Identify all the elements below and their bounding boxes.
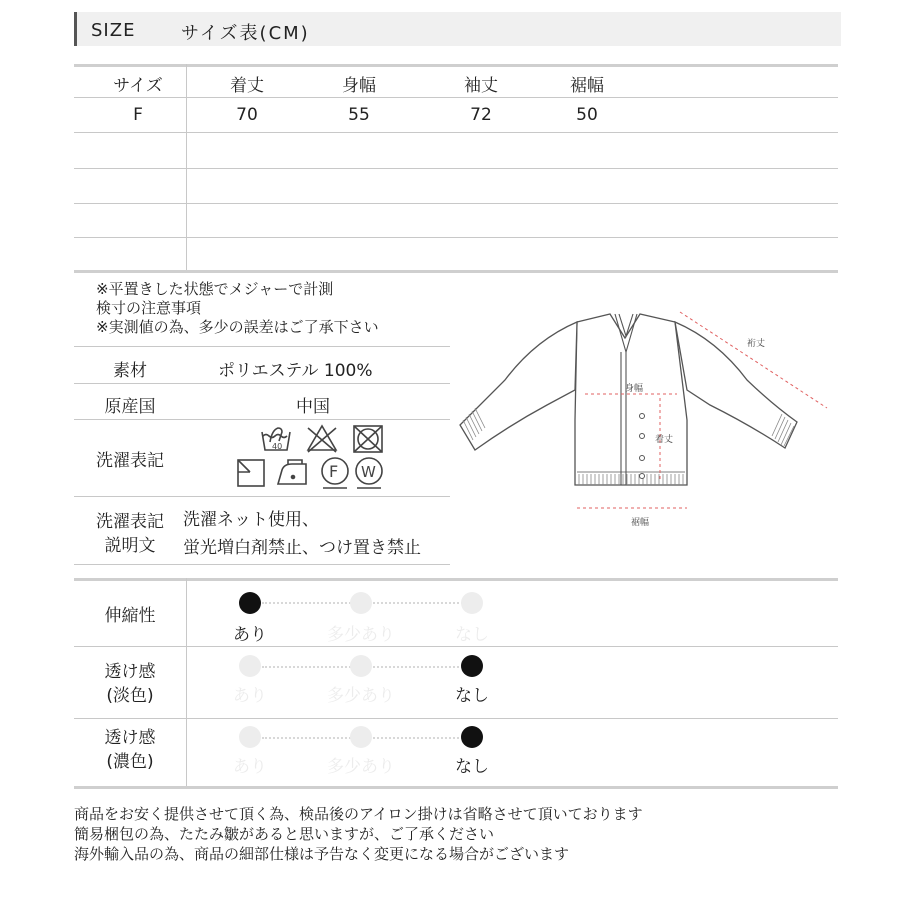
property-label-line: (淡色)	[106, 686, 154, 706]
sheer-dark-option-some-label: 多少あり	[327, 757, 395, 777]
size-chart-header	[74, 12, 841, 46]
table-cell-hem: 50	[576, 105, 598, 125]
size-heading: SIZE	[91, 20, 136, 41]
cardigan-body	[575, 314, 687, 485]
care-icons-row-2	[236, 456, 416, 490]
hem-label: 裾幅	[631, 518, 650, 528]
column-header-chest: 身幅	[342, 76, 376, 96]
sheer-dark-option-none-label: なし	[455, 757, 489, 777]
material-label: 素材	[113, 361, 147, 381]
sheer-dark-label	[74, 726, 186, 774]
table-cell-chest: 55	[348, 105, 370, 125]
sheer-light-option-some-dot	[350, 655, 372, 677]
property-label-line: 透け感	[104, 662, 156, 682]
material-value: ポリエステル 100%	[218, 361, 373, 381]
care-description-line: 蛍光増白剤禁止、つけ置き禁止	[183, 538, 421, 558]
care-description-label	[74, 510, 186, 558]
iron-low-icon	[278, 460, 306, 484]
property-label-line: (濃色)	[106, 752, 154, 772]
wet-clean-w-icon	[356, 458, 382, 488]
note-line: 検寸の注意事項	[96, 299, 202, 317]
care-description-line: 洗濯ネット使用、	[183, 510, 319, 530]
table-cell-size: F	[133, 105, 143, 125]
line-dry-shade-icon	[238, 460, 264, 486]
care-icons-row-1	[260, 422, 390, 454]
length-label: 着丈	[655, 435, 674, 445]
svg-text:W: W	[361, 463, 376, 481]
sheer-dark-option-some-dot	[350, 726, 372, 748]
sheer-light-option-yes-label: あり	[233, 686, 267, 706]
note-line: ※実測値の為、多少の誤差はご了承下さい	[96, 318, 379, 336]
origin-label: 原産国	[104, 397, 156, 417]
sheer-light-option-none-dot	[461, 655, 483, 677]
stretch-label	[74, 604, 186, 628]
cardigan-measurement-diagram	[455, 300, 840, 530]
footer-line: 商品をお安く提供させて頂く為、検品後のアイロン掛けは省略させて頂いております	[74, 805, 643, 823]
sheer-light-option-some-label: 多少あり	[327, 686, 395, 706]
table-cell-length: 70	[236, 105, 258, 125]
stretch-option-some-dot	[350, 592, 372, 614]
stretch-option-some-label: 多少あり	[327, 625, 395, 645]
sheer-dark-option-none-dot	[461, 726, 483, 748]
sheer-dark-option-yes-label: あり	[233, 757, 267, 777]
footer-notes	[74, 804, 643, 864]
sheer-light-label	[74, 660, 186, 708]
chest-label: 身幅	[625, 384, 644, 394]
footer-line: 簡易梱包の為、たたみ皺があると思いますが、ご了承ください	[74, 825, 495, 843]
stretch-option-yes-dot	[239, 592, 261, 614]
table-cell-sleeve: 72	[470, 105, 492, 125]
footer-line: 海外輸入品の為、商品の細部仕様は予告なく変更になる場合がございます	[74, 845, 570, 863]
care-description	[183, 506, 421, 562]
sheer-dark-option-yes-dot	[239, 726, 261, 748]
column-header-sleeve: 袖丈	[464, 76, 498, 96]
svg-text:F: F	[329, 462, 339, 481]
size-chart-title: サイズ表(CM)	[181, 23, 310, 44]
no-bleach-icon	[308, 426, 336, 452]
sheer-light-option-none-label: なし	[455, 686, 489, 706]
hand-wash-icon	[262, 428, 290, 451]
column-header-length: 着丈	[230, 76, 264, 96]
origin-value: 中国	[296, 397, 330, 417]
care-description-label-line: 説明文	[104, 536, 156, 556]
dry-clean-f-icon	[322, 458, 348, 488]
sheer-light-option-yes-dot	[239, 655, 261, 677]
property-label-line: 透け感	[104, 728, 156, 748]
measurement-notes	[96, 280, 379, 337]
right-sleeve	[675, 322, 797, 448]
note-line: ※平置きした状態でメジャーで計測	[96, 280, 334, 298]
sleeve-label: 裄丈	[747, 339, 766, 349]
no-tumble-dry-icon	[354, 426, 382, 452]
stretch-option-none-label: なし	[455, 625, 489, 645]
stretch-option-yes-label: あり	[233, 625, 267, 645]
column-header-size: サイズ	[113, 76, 163, 96]
care-description-label-line: 洗濯表記	[96, 512, 164, 532]
care-label: 洗濯表記	[96, 451, 164, 471]
column-header-hem: 裾幅	[570, 76, 604, 96]
svg-text:40: 40	[272, 442, 283, 451]
property-label-line: 伸縮性	[104, 606, 156, 626]
stretch-option-none-dot	[461, 592, 483, 614]
